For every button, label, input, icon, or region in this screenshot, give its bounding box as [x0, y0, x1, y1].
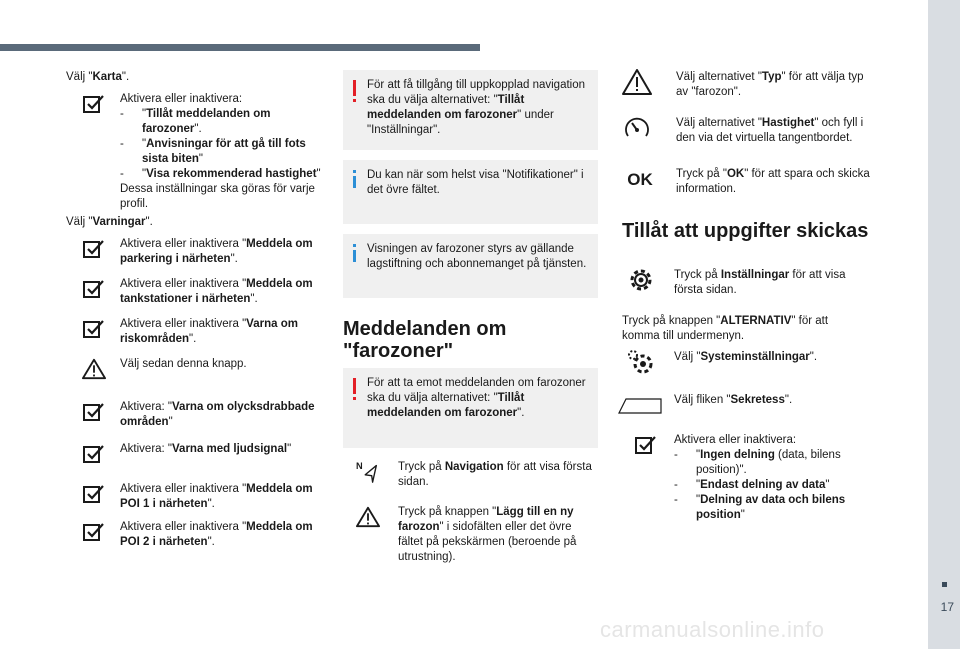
warning-note-receive-hazard: För att ta emot meddelanden om farozoner ska du välja alternativet: "Tillåt meddelanden om farozoner". — [343, 368, 598, 448]
step-add-hazard: Tryck på knappen "Lägg till en ny farozon" i sidofälten eller det övre fältet på pekskärmen (beroende på utrustning). — [356, 505, 596, 565]
checkbox-icon — [634, 433, 658, 457]
info-mark-dot — [353, 170, 356, 173]
page-side-strip — [928, 0, 960, 649]
toggle-line: Aktivera eller inaktivera: — [674, 434, 797, 446]
checkbox-icon — [82, 482, 106, 506]
row-riskomraden: Aktivera eller inaktivera "Varna om riskområden". — [82, 317, 322, 347]
checkbox-icon — [82, 277, 106, 301]
step-type: Välj alternativet "Typ" för att välja typ av "farozon". — [622, 70, 872, 100]
row-tankstationer: Aktivera eller inaktivera "Meddela om tankstationer i närheten". — [82, 277, 322, 307]
varningar-intro: Välj "Varningar". — [66, 216, 153, 228]
step-privacy-tab: Välj fliken "Sekretess". — [618, 393, 878, 417]
info-note-legislation: Visningen av farozoner styrs av gällande lagstiftning och abonnemanget på tjänsten. — [343, 234, 598, 298]
warning-mark-dot — [353, 99, 356, 102]
speedometer-icon — [622, 116, 652, 140]
checkbox-icon — [82, 400, 106, 424]
row-poi-1: Aktivera eller inaktivera "Meddela om POI 1 i närheten". — [82, 482, 322, 512]
toggle-block-privacy: Aktivera eller inaktivera: - "Ingen delning (data, bilens position)". - "Endast delning av data" - "Delning av data och bilens position" — [634, 433, 884, 523]
section-marker — [942, 582, 947, 587]
ok-button-icon: OK — [627, 169, 653, 189]
info-note-notifications: Du kan när som helst visa "Notifikationer" i det övre fältet. — [343, 160, 598, 224]
toggle-line: Aktivera eller inaktivera: — [120, 93, 243, 105]
system-settings-icon — [626, 350, 656, 374]
warning-icon — [356, 505, 380, 529]
step-ok: OK Tryck på "OK" för att spara och skicka information. — [622, 167, 872, 197]
warning-mark-icon — [353, 80, 356, 96]
checkbox-icon — [82, 442, 106, 466]
section-heading-share-data: Tillåt att uppgifter skickas — [622, 220, 869, 242]
gear-icon — [626, 268, 656, 292]
info-mark-dot — [353, 244, 356, 247]
step-navigation: N Tryck på Navigation för att visa första sidan. — [356, 461, 592, 488]
watermark: carmanualsonline.info — [600, 617, 825, 642]
alternativ-line: Tryck på knappen "ALTERNATIV" för att komma till undermenyn. — [622, 315, 829, 342]
row-warning-button: Välj sedan denna knapp. — [82, 357, 322, 381]
row-poi-2: Aktivera eller inaktivera "Meddela om POI 2 i närheten". — [82, 520, 322, 550]
tab-icon — [618, 393, 662, 417]
checkbox-icon — [82, 237, 106, 261]
step-settings: Tryck på Inställningar för att visa första sidan. — [626, 268, 876, 298]
checkbox-icon — [82, 520, 106, 544]
header-bar — [0, 44, 480, 51]
row-ljudsignal: Aktivera: "Varna med ljudsignal" — [82, 442, 322, 466]
row-parkering: Aktivera eller inaktivera "Meddela om parkering i närheten". — [82, 237, 322, 267]
warning-icon — [82, 357, 106, 381]
checkbox-icon — [82, 92, 106, 116]
page-number: 17 — [940, 600, 954, 614]
row-olycksdrabbade: Aktivera: "Varna om olycksdrabbade områden" — [82, 400, 322, 430]
toggle-note: Dessa inställningar ska göras för varje profil. — [120, 183, 315, 210]
step-speed: Välj alternativet "Hastighet" och fyll i den via det virtuella tangentbordet. — [622, 116, 872, 146]
checkbox-icon — [82, 317, 106, 341]
toggle-block-1: Aktivera eller inaktivera: - "Tillåt meddelanden om farozoner". - "Anvisningar för att gå till fots sista biten" - "Visa rekommenderad hastighet" Dessa inställningar ska göras för varje profil. — [82, 92, 322, 212]
section-heading-farozoner: Meddelanden om "farozoner" — [343, 318, 507, 362]
warning-note-connected-navigation: För att få tillgång till uppkopplad navigation ska du välja alternativet: "Tillåt meddelanden om farozoner" under "Inställningar". — [343, 70, 598, 150]
svg-text:N: N — [356, 461, 363, 472]
step-system-settings: Välj "Systeminställningar". — [626, 350, 876, 374]
navigation-icon — [356, 460, 380, 484]
info-mark-icon — [353, 250, 356, 262]
karta-intro: Välj "Karta". — [66, 71, 130, 83]
warning-mark-icon — [353, 378, 356, 394]
warning-mark-dot — [353, 397, 356, 400]
warning-icon — [622, 70, 652, 94]
info-mark-icon — [353, 176, 356, 188]
